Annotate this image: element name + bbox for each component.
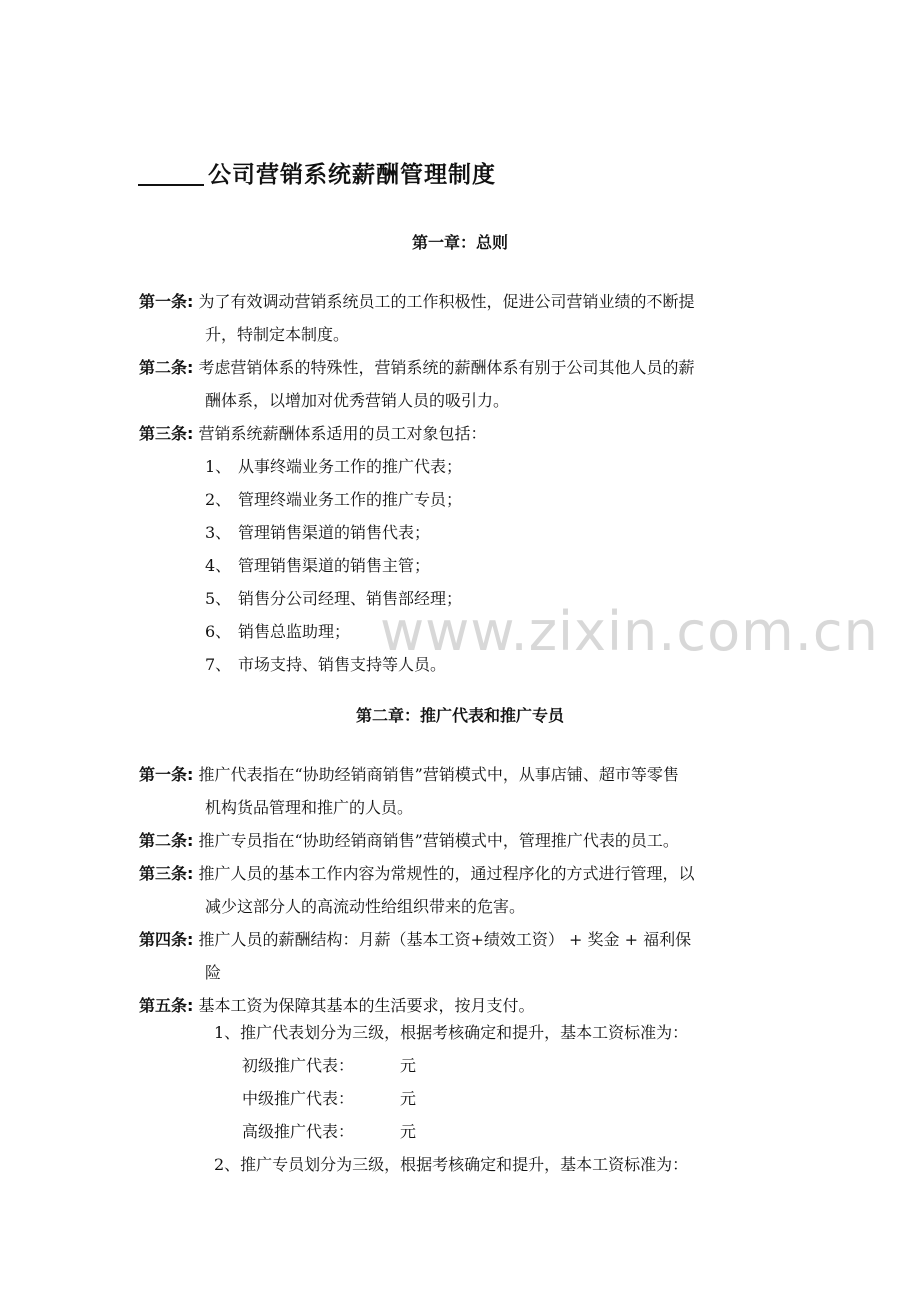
chapter-2-heading: 第二章：推广代表和推广专员 bbox=[355, 706, 564, 725]
title-text: 公司营销系统薪酬管理制度 bbox=[208, 162, 496, 188]
article-label: 第二条: bbox=[139, 358, 194, 377]
salary-level-name: 初级推广代表： bbox=[242, 1056, 355, 1075]
list-item: 2、 管理终端业务工作的推广专员； bbox=[205, 490, 463, 509]
chapter-1-article-2 bbox=[139, 351, 789, 417]
salary-unit: 元 bbox=[400, 1122, 417, 1141]
salary-level-name: 中级推广代表： bbox=[242, 1089, 355, 1108]
article-label: 第三条: bbox=[139, 424, 194, 443]
article-text: 营销系统薪酬体系适用的员工对象包括： bbox=[198, 424, 487, 443]
article-text: 推广代表指在“协助经销商销售”营销模式中，从事店铺、超市等零售 bbox=[198, 765, 679, 784]
list-item: 3、 管理销售渠道的销售代表； bbox=[205, 523, 431, 542]
sub-item-1: 1、推广代表划分为三级，根据考核确定和提升，基本工资标准为： bbox=[214, 1023, 689, 1042]
article-text: 推广人员的基本工作内容为常规性的，通过程序化的方式进行管理，以 bbox=[198, 864, 695, 883]
article-text: 推广人员的薪酬结构：月薪（基本工资+绩效工资） + 奖金 + 福利保 bbox=[198, 930, 692, 949]
salary-level-row bbox=[242, 1120, 417, 1144]
article-label: 第一条: bbox=[139, 765, 194, 784]
article-text: 考虑营销体系的特殊性，营销系统的薪酬体系有别于公司其他人员的薪 bbox=[198, 358, 695, 377]
list-item: 6、 销售总监助理； bbox=[205, 622, 351, 641]
article-text: 推广专员指在“协助经销商销售”营销模式中，管理推广代表的员工。 bbox=[198, 831, 679, 850]
article-text: 为了有效调动营销系统员工的工作积极性，促进公司营销业绩的不断提 bbox=[198, 292, 695, 311]
salary-level-row bbox=[242, 1054, 417, 1078]
list-item: 5、 销售分公司经理、销售部经理； bbox=[205, 589, 463, 608]
salary-unit: 元 bbox=[400, 1089, 417, 1108]
watermark: www.zixin.com.cn bbox=[380, 600, 879, 663]
chapter-2-article-1 bbox=[139, 758, 789, 824]
list-item: 4、 管理销售渠道的销售主管； bbox=[205, 556, 431, 575]
chapter-2-article-2 bbox=[139, 824, 789, 857]
salary-unit: 元 bbox=[400, 1056, 417, 1075]
chapter-2-article-5 bbox=[139, 989, 789, 1022]
article-text-cont: 酬体系，以增加对优秀营销人员的吸引力。 bbox=[205, 391, 510, 410]
chapter-2-article-4 bbox=[139, 923, 789, 989]
article-label: 第一条: bbox=[139, 292, 194, 311]
article-text-cont: 升，特制定本制度。 bbox=[205, 325, 350, 344]
chapter-2-article-3 bbox=[139, 857, 789, 923]
chapter-1-heading: 第一章：总则 bbox=[411, 233, 508, 252]
article-label: 第二条: bbox=[139, 831, 194, 850]
article-text-cont: 减少这部分人的高流动性给组织带来的危害。 bbox=[205, 897, 526, 916]
salary-level-row bbox=[242, 1087, 417, 1111]
company-name-blank bbox=[138, 160, 204, 186]
chapter-1-article-1 bbox=[139, 285, 789, 351]
document-title bbox=[138, 160, 496, 190]
chapter-1-article-3 bbox=[139, 417, 789, 450]
list-item: 1、 从事终端业务工作的推广代表； bbox=[205, 457, 463, 476]
list-item: 7、 市场支持、销售支持等人员。 bbox=[205, 655, 447, 674]
article-text-cont: 险 bbox=[205, 963, 222, 982]
article-text: 基本工资为保障其基本的生活要求，按月支付。 bbox=[198, 996, 535, 1015]
article-label: 第五条: bbox=[139, 996, 194, 1015]
sub-item-2: 2、推广专员划分为三级，根据考核确定和提升，基本工资标准为： bbox=[214, 1155, 689, 1174]
article-label: 第三条: bbox=[139, 864, 194, 883]
salary-level-name: 高级推广代表： bbox=[242, 1122, 355, 1141]
article-text-cont: 机构货品管理和推广的人员。 bbox=[205, 798, 414, 817]
article-label: 第四条: bbox=[139, 930, 194, 949]
